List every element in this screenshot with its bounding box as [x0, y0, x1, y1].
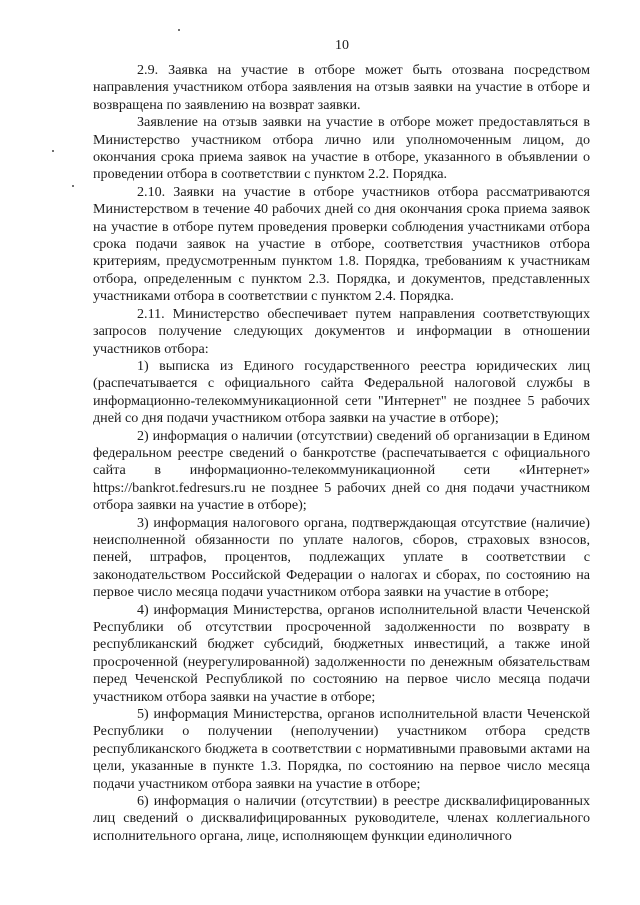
- paragraph-2-11: 2.11. Министерство обеспечивает путем направления соответствующих запросов получение следующих документов и информации в отношении участников отбора:: [93, 305, 590, 357]
- paragraph-2-10: 2.10. Заявки на участие в отборе участников отбора рассматриваются Министерством в течение 40 рабочих дней со дня окончания срока приема заявок на участие в отборе путем проведения проверки соблюдения участниками отбора срока подачи заявок на участие в отборе, соответствия участников отбора критериям, предусмотренным пунктом 1.8. Порядка, требованиям к участникам отбора, определенным с пунктом 2.3. Порядка, и документов, представленных участниками отбора в соответствии с пунктом 2.4. Порядка.: [93, 183, 590, 305]
- paragraph-2-9: 2.9. Заявка на участие в отборе может быть отозвана посредством направления участником отбора заявления на отзыв заявки на участие в отборе и возвращена по заявлению на возврат заявки.: [93, 62, 590, 113]
- list-item-4: 4) информация Министерства, органов исполнительной власти Чеченской Республики об отсутствии просроченной задолженности по возврату в республиканский бюджет субсидий, бюджетных инвестиций, а также иной просроченной (неурегулированной) задолженности по денежным обязательствам перед Чеченской Республикой по состоянию на первое число месяца подачи участником отбора заявки на участие в отборе;: [93, 601, 590, 705]
- document-body: [93, 62, 590, 845]
- scan-speck: [72, 185, 74, 187]
- list-item-2: 2) информация о наличии (отсутствии) сведений об организации в Едином федеральном реестре сведений о банкротстве (распечатывается с официального сайта в информационно-телекоммуникационной сети «Интернет» https://bankrot.fedresurs.ru не позднее 5 рабочих дней со дня подачи участником отбора заявки на участие в отборе);: [93, 427, 590, 514]
- scan-speck: [178, 29, 180, 31]
- page-number: 10: [335, 38, 349, 53]
- list-item-6: 6) информация о наличии (отсутствии) в реестре дисквалифицированных лиц сведений о дисквалифицированных руководителе, членах коллегиального исполнительного органа, лице, исполняющем функции единоличного: [93, 793, 590, 844]
- list-item-1: 1) выписка из Единого государственного реестра юридических лиц (распечатывается с официального сайта Федеральной налоговой службы в информационно-телекоммуникационной сети "Интернет" не позднее 5 рабочих дней со дня подачи участником отбора заявки на участие в отборе);: [93, 357, 590, 427]
- paragraph-withdrawal: Заявление на отзыв заявки на участие в отборе может предоставляться в Министерство участником отбора лично или уполномоченным лицом, до окончания срока приема заявок на участие в отборе, указанного в объявлении о проведении отбора в соответствии с пунктом 2.2. Порядка.: [93, 114, 590, 183]
- scan-speck: [52, 150, 54, 152]
- list-item-3: 3) информация налогового органа, подтверждающая отсутствие (наличие) неисполненной обязанности по уплате налогов, сборов, страховых взносов, пеней, штрафов, процентов, подлежащих уплате в соответствии с законодательством Российской Федерации о налогах и сборах, по состоянию на первое число месяца подачи участником отбора заявки на участие в отборе;: [93, 514, 590, 601]
- list-item-5: 5) информация Министерства, органов исполнительной власти Чеченской Республики о получении (неполучении) участником отбора средств республиканского бюджета в соответствии с нормативными правовыми актами на цели, указанные в пункте 1.3. Порядка, по состоянию на первое число месяца подачи участником отбора заявки на участие в отборе;: [93, 706, 590, 792]
